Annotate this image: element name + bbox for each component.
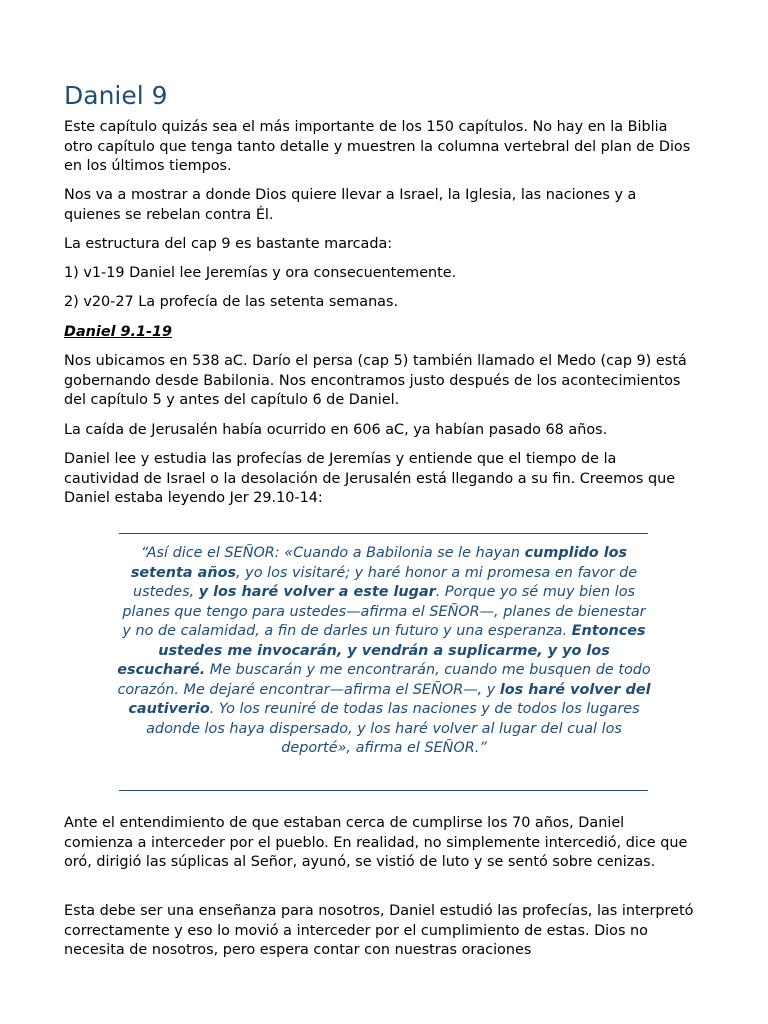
section-heading: Daniel 9.1-19 (64, 324, 173, 340)
scripture-quote (116, 544, 652, 759)
quote-emphasis: cumplido los setenta años (130, 545, 628, 581)
section-paragraph: Nos ubicamos en 538 aC. Darío el persa (cap 5) también llamado el Medo (cap 9) está gobernando desde Babilonia. Nos encontramos justo después de los acontecimientos del capítulo 5 y antes del capítulo 6 de Daniel. (64, 353, 687, 408)
section-paragraph: La caída de Jerusalén había ocurrido en 606 aC, ya habían pasado 68 años. (64, 422, 608, 438)
structure-item: 2) v20-27 La profecía de las setenta semanas. (64, 294, 399, 310)
quote-top-rule (119, 533, 648, 534)
quote-text: Me buscarán y me encontrarán, cuando me busquen de todo corazón. Me dejaré encontrar—afirma el SEÑOR—, y (117, 662, 651, 698)
quote-emphasis: y los haré volver a este lugar (198, 584, 436, 600)
quote-bottom-rule (119, 790, 648, 791)
quote-text: , yo los visitaré; y haré honor a mi promesa en favor de ustedes, (132, 564, 638, 600)
quote-emphasis: los haré volver del cautiverio (128, 681, 651, 717)
section-paragraph: Daniel lee y estudia las profecías de Jeremías y entiende que el tiempo de la cautividad de Israel o la desolación de Jerusalén está llegando a su fin. Creemos que Daniel estaba leyendo Jer 29.10-14: (64, 451, 676, 506)
closing-paragraph: Esta debe ser una enseñanza para nosotros, Daniel estudió las profecías, las interpretó correctamente y eso lo movió a interceder por el cumplimiento de estas. Dios no necesita de nosotros, pero espera contar con nuestras oraciones (64, 903, 694, 958)
quote-emphasis: Entonces ustedes me invocarán, y vendrán a suplicarme, y yo los escucharé. (117, 623, 646, 678)
document-title: Daniel 9 (64, 81, 168, 110)
structure-item: 1) v1-19 Daniel lee Jeremías y ora consecuentemente. (64, 265, 457, 281)
intro-paragraph: Nos va a mostrar a donde Dios quiere llevar a Israel, la Iglesia, las naciones y a quienes se rebelan contra Él. (64, 187, 637, 223)
intro-paragraph: Este capítulo quizás sea el más importante de los 150 capítulos. No hay en la Biblia otro capítulo que tenga tanto detalle y muestren la columna vertebral del plan de Dios en los últimos tiempos. (64, 119, 691, 174)
quote-text: . Yo los reuniré de todas las naciones y de todos los lugares adonde los haya dispersado, y los haré volver al lugar del cual los deporté», afirma el SEÑOR.” (146, 701, 640, 756)
closing-paragraph: Ante el entendimiento de que estaban cerca de cumplirse los 70 años, Daniel comienza a interceder por el pueblo. En realidad, no simplemente intercedió, dice que oró, dirigió las súplicas al Señor, ayunó, se vistió de luto y se sentó sobre cenizas. (64, 815, 688, 870)
quote-text: “Así dice el SEÑOR: «Cuando a Babilonia se le hayan (140, 545, 525, 561)
quote-text: . Porque yo sé muy bien los planes que tengo para ustedes—afirma el SEÑOR—, planes de bienestar y no de calamidad, a fin de darles un futuro y una esperanza. (122, 584, 646, 639)
structure-paragraph: La estructura del cap 9 es bastante marcada: (64, 236, 393, 252)
